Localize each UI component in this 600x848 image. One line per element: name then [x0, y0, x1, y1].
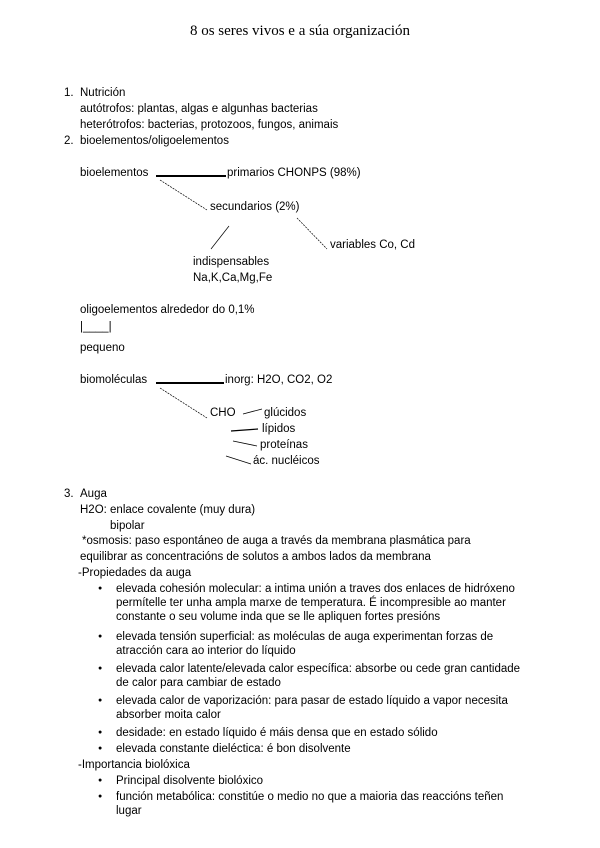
- inorg-label: inorg: H2O, CO2, O2: [225, 374, 333, 386]
- proteinas-label: proteínas: [260, 439, 308, 451]
- secundarios-variables-branch: [297, 218, 327, 249]
- bipolar-line: bipolar: [110, 520, 145, 532]
- biomol-cho-branch: [160, 388, 207, 418]
- nucleicos-label: ác. nucléicos: [253, 455, 320, 467]
- pequeno-label: pequeno: [80, 342, 125, 354]
- list-item: ● elevada calor latente/elevada calor específica: absorbe ou cede gran cantidade de calor para cambiar de estado: [116, 662, 526, 690]
- list-item: ● elevada cohesión molecular: a intima unión a traves dos enlaces de hidróxeno permítelle ter unha ampla marxe de temperatura. É incompresible ao manter constante o seu volume inda que se lle apliquen fortes presións: [116, 582, 526, 624]
- list-item: ● función metabólica: constitúe o medio no que a maioria das reaccións teñen lugar: [116, 790, 526, 818]
- osmosis-line-1: *osmosis: paso espontáneo de auga a través da membrana plasmática para: [82, 535, 471, 547]
- indispensables-list: Na,K,Ca,Mg,Fe: [193, 272, 273, 284]
- biomoleculas-label: biomoléculas: [80, 374, 148, 386]
- cho-glucidos-branch: [243, 409, 262, 414]
- list-item: ● elevada tensión superficial: as moléculas de auga experimentan forzas de atracción cara ao interior do líquido: [116, 630, 526, 658]
- section-3-heading: Auga: [80, 488, 107, 500]
- bioelementos-label: bioelementos: [80, 167, 149, 179]
- osmosis-line-2: equilibrar as concentracións de solutos a ambos lados da membrana: [80, 551, 431, 563]
- list-item: ● Principal disolvente biolóxico: [116, 774, 263, 788]
- importancia-heading: -Importancia biolóxica: [78, 759, 190, 771]
- secundarios-indispensables-branch: [211, 226, 229, 249]
- bio-secundarios-branch: [160, 180, 207, 210]
- section-1-heading: Nutrición: [80, 87, 126, 99]
- list-item: ● desidade: en estado líquido é máis densa que en estado sólido: [116, 726, 438, 740]
- oligo-bracket: |____|: [80, 321, 112, 333]
- cho-proteinas-branch: [233, 441, 257, 446]
- h2o-line: H2O: enlace covalente (muy dura): [80, 504, 256, 516]
- primarios-label: primarios CHONPS (98%): [227, 167, 361, 179]
- section-3-number: 3.: [64, 488, 74, 500]
- page-title: 8 os seres vivos e a súa organización: [189, 23, 411, 39]
- nutricion-line-1: autótrofos: plantas, algas e algunhas bacterias: [80, 103, 318, 115]
- glucidos-label: glúcidos: [264, 407, 307, 419]
- lipidos-label: lípidos: [262, 423, 296, 435]
- cho-lipidos-branch: [231, 429, 258, 431]
- list-item: ● elevada constante dieléctica: é bon disolvente: [116, 742, 351, 756]
- secundarios-label: secundarios (2%): [210, 201, 300, 213]
- propiedades-heading: -Propiedades da auga: [78, 567, 192, 579]
- section-1-number: 1.: [64, 87, 74, 99]
- section-2-number: 2.: [64, 135, 74, 147]
- inorg-connector: [156, 382, 224, 384]
- cho-label: CHO: [210, 407, 236, 419]
- cho-nucleicos-branch: [226, 456, 251, 464]
- oligoelementos-line: oligoelementos alrededor do 0,1%: [80, 304, 255, 316]
- list-item: ● elevada calor de vaporización: para pasar de estado líquido a vapor necesita absorber moita calor: [116, 694, 526, 722]
- variables-label: variables Co, Cd: [330, 239, 416, 251]
- indispensables-label: indispensables: [193, 256, 270, 268]
- nutricion-line-2: heterótrofos: bacterias, protozoos, fungos, animais: [80, 119, 339, 131]
- section-2-heading: bioelementos/oligoelementos: [80, 135, 229, 147]
